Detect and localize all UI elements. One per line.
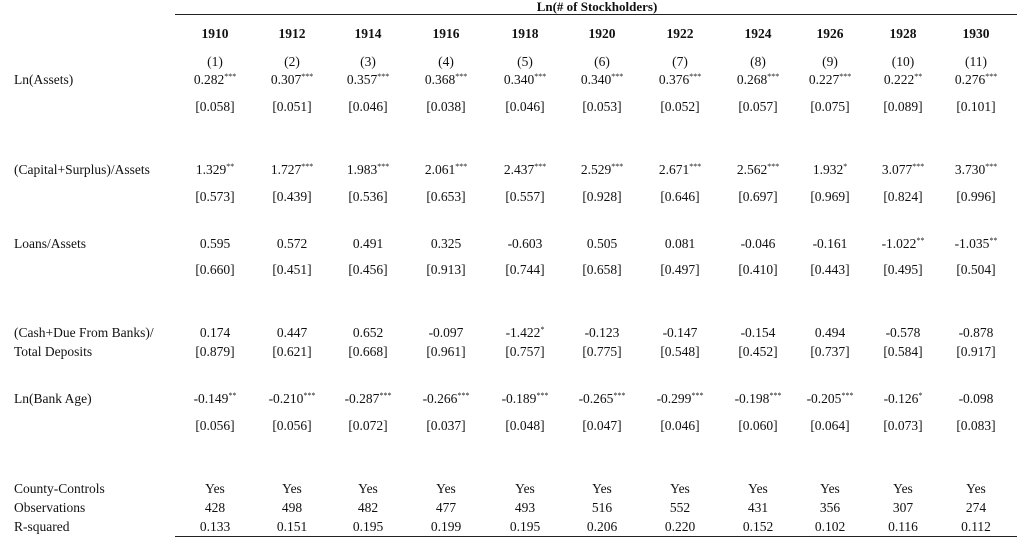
- column-year: 1922: [666, 26, 694, 41]
- footer-value: 477: [435, 500, 457, 515]
- column-year: 1928: [889, 26, 917, 41]
- coefficient-cell: 0.447: [276, 325, 308, 340]
- coefficient-cell: -0.126*: [883, 391, 923, 406]
- significance-stars: ***: [767, 72, 780, 81]
- standard-error-cell: [0.584]: [883, 344, 923, 359]
- significance-stars: ***: [301, 162, 314, 171]
- coefficient-cell: 0.572: [276, 236, 308, 251]
- coefficient-cell: 3.730***: [954, 162, 998, 177]
- coefficient-cell: -0.878: [958, 325, 994, 340]
- column-number: (10): [891, 54, 915, 69]
- footer-value: 356: [819, 500, 841, 515]
- column-year: 1916: [432, 26, 460, 41]
- standard-error-cell: [0.969]: [810, 189, 850, 204]
- footer-value: 307: [892, 500, 914, 515]
- standard-error-cell: [0.053]: [582, 99, 622, 114]
- coefficient-cell: 0.307***: [270, 72, 314, 87]
- standard-error-cell: [0.456]: [348, 262, 388, 277]
- coefficient-cell: 0.491: [352, 236, 384, 251]
- coefficient-cell: 0.325: [430, 236, 462, 251]
- standard-error-cell: [0.824]: [883, 189, 923, 204]
- standard-error-cell: [0.072]: [348, 418, 388, 433]
- standard-error-cell: [0.495]: [883, 262, 923, 277]
- column-number: (1): [207, 54, 223, 69]
- footer-value: 0.195: [509, 519, 541, 534]
- coefficient-cell: 2.671***: [658, 162, 702, 177]
- coefficient-cell: 0.276***: [954, 72, 998, 87]
- standard-error-cell: [0.046]: [660, 418, 700, 433]
- significance-stars: ***: [455, 72, 468, 81]
- coefficient-cell: -0.266***: [422, 391, 470, 406]
- coefficient-cell: 2.437***: [503, 162, 547, 177]
- top-rule: [175, 14, 1017, 15]
- standard-error-cell: [0.961]: [426, 344, 466, 359]
- footer-label: Observations: [14, 500, 86, 515]
- significance-stars: ***: [377, 72, 390, 81]
- coefficient-cell: -0.189***: [501, 391, 549, 406]
- standard-error-cell: [0.064]: [810, 418, 850, 433]
- footer-label: County-Controls: [14, 481, 105, 496]
- standard-error-cell: [0.744]: [505, 262, 545, 277]
- standard-error-cell: [0.056]: [195, 418, 235, 433]
- footer-value: Yes: [436, 481, 456, 496]
- coefficient-cell: -0.265***: [578, 391, 626, 406]
- standard-error-cell: [0.452]: [738, 344, 778, 359]
- row-label: Ln(Bank Age): [14, 391, 92, 406]
- standard-error-cell: [0.451]: [272, 262, 312, 277]
- coefficient-cell: 2.061***: [424, 162, 468, 177]
- significance-stars: **: [916, 236, 925, 245]
- footer-value: 516: [591, 500, 613, 515]
- coefficient-cell: -0.603: [507, 236, 543, 251]
- significance-stars: **: [989, 236, 998, 245]
- column-number: (9): [822, 54, 838, 69]
- footer-value: Yes: [748, 481, 768, 496]
- coefficient-cell: 0.505: [586, 236, 618, 251]
- significance-stars: ***: [689, 162, 702, 171]
- coefficient-cell: 1.932*: [812, 162, 848, 177]
- column-year: 1918: [511, 26, 539, 41]
- significance-stars: ***: [536, 391, 549, 400]
- footer-value: Yes: [592, 481, 612, 496]
- column-year: 1926: [816, 26, 844, 41]
- column-year: 1924: [744, 26, 772, 41]
- column-number: (11): [965, 54, 987, 69]
- standard-error-cell: [0.410]: [738, 262, 778, 277]
- coefficient-cell: 0.340***: [503, 72, 547, 87]
- significance-stars: ***: [224, 72, 237, 81]
- coefficient-cell: 0.081: [664, 236, 696, 251]
- footer-value: Yes: [893, 481, 913, 496]
- standard-error-cell: [0.757]: [505, 344, 545, 359]
- coefficient-cell: 0.174: [199, 325, 231, 340]
- significance-stars: ***: [534, 162, 547, 171]
- standard-error-cell: [0.083]: [956, 418, 996, 433]
- coefficient-cell: -0.161: [812, 236, 848, 251]
- significance-stars: **: [226, 162, 235, 171]
- standard-error-cell: [0.037]: [426, 418, 466, 433]
- standard-error-cell: [0.046]: [505, 99, 545, 114]
- standard-error-cell: [0.057]: [738, 99, 778, 114]
- standard-error-cell: [0.089]: [883, 99, 923, 114]
- footer-value: Yes: [358, 481, 378, 496]
- coefficient-cell: 0.282***: [193, 72, 237, 87]
- standard-error-cell: [0.073]: [883, 418, 923, 433]
- significance-stars: ***: [912, 162, 925, 171]
- significance-stars: ***: [455, 162, 468, 171]
- coefficient-cell: -1.035**: [954, 236, 998, 251]
- standard-error-cell: [0.737]: [810, 344, 850, 359]
- standard-error-cell: [0.056]: [272, 418, 312, 433]
- coefficient-cell: -0.198***: [734, 391, 782, 406]
- coefficient-cell: 1.727***: [270, 162, 314, 177]
- column-number: (7): [672, 54, 688, 69]
- standard-error-cell: [0.504]: [956, 262, 996, 277]
- standard-error-cell: [0.913]: [426, 262, 466, 277]
- standard-error-cell: [0.917]: [956, 344, 996, 359]
- footer-value: 431: [747, 500, 769, 515]
- standard-error-cell: [0.048]: [505, 418, 545, 433]
- significance-stars: ***: [691, 391, 704, 400]
- column-year: 1920: [588, 26, 616, 41]
- row-label: Total Deposits: [14, 344, 93, 359]
- coefficient-cell: 1.329**: [195, 162, 235, 177]
- footer-value: 0.152: [742, 519, 774, 534]
- footer-value: 552: [669, 500, 691, 515]
- footer-value: 0.102: [814, 519, 846, 534]
- footer-value: Yes: [966, 481, 986, 496]
- significance-stars: ***: [985, 162, 998, 171]
- row-label: Loans/Assets: [14, 236, 86, 251]
- coefficient-cell: -1.022**: [881, 236, 925, 251]
- row-label: Ln(Assets): [14, 72, 74, 87]
- coefficient-cell: -0.205***: [806, 391, 854, 406]
- coefficient-cell: -0.097: [428, 325, 464, 340]
- significance-stars: ***: [839, 72, 852, 81]
- standard-error-cell: [0.658]: [582, 262, 622, 277]
- standard-error-cell: [0.653]: [426, 189, 466, 204]
- significance-stars: ***: [613, 391, 626, 400]
- standard-error-cell: [0.621]: [272, 344, 312, 359]
- footer-value: 0.199: [430, 519, 462, 534]
- footer-value: Yes: [670, 481, 690, 496]
- significance-stars: *: [540, 325, 545, 334]
- coefficient-cell: -0.578: [885, 325, 921, 340]
- significance-stars: ***: [767, 162, 780, 171]
- coefficient-cell: 0.268***: [736, 72, 780, 87]
- column-year: 1912: [278, 26, 306, 41]
- footer-value: 498: [281, 500, 303, 515]
- standard-error-cell: [0.573]: [195, 189, 235, 204]
- footer-value: Yes: [820, 481, 840, 496]
- significance-stars: ***: [301, 72, 314, 81]
- coefficient-cell: 2.562***: [736, 162, 780, 177]
- standard-error-cell: [0.928]: [582, 189, 622, 204]
- standard-error-cell: [0.443]: [810, 262, 850, 277]
- coefficient-cell: -0.210***: [268, 391, 316, 406]
- coefficient-cell: 0.494: [814, 325, 846, 340]
- coefficient-cell: 0.595: [199, 236, 231, 251]
- row-label: (Cash+Due From Banks)/: [14, 325, 154, 340]
- coefficient-cell: 0.222**: [883, 72, 923, 87]
- standard-error-cell: [0.646]: [660, 189, 700, 204]
- coefficient-cell: 0.340***: [580, 72, 624, 87]
- footer-value: 482: [357, 500, 379, 515]
- standard-error-cell: [0.439]: [272, 189, 312, 204]
- coefficient-cell: -0.098: [958, 391, 994, 406]
- column-number: (6): [594, 54, 610, 69]
- significance-stars: ***: [689, 72, 702, 81]
- standard-error-cell: [0.536]: [348, 189, 388, 204]
- significance-stars: ***: [985, 72, 998, 81]
- standard-error-cell: [0.052]: [660, 99, 700, 114]
- footer-value: 0.151: [276, 519, 308, 534]
- footer-label: R-squared: [14, 519, 70, 534]
- footer-value: Yes: [515, 481, 535, 496]
- standard-error-cell: [0.557]: [505, 189, 545, 204]
- significance-stars: ***: [377, 162, 390, 171]
- coefficient-cell: -1.422*: [505, 325, 545, 340]
- row-label: (Capital+Surplus)/Assets: [14, 162, 150, 177]
- standard-error-cell: [0.047]: [582, 418, 622, 433]
- standard-error-cell: [0.548]: [660, 344, 700, 359]
- coefficient-cell: 1.983***: [346, 162, 390, 177]
- coefficient-cell: 2.529***: [580, 162, 624, 177]
- column-number: (4): [438, 54, 454, 69]
- significance-stars: ***: [841, 391, 854, 400]
- standard-error-cell: [0.996]: [956, 189, 996, 204]
- significance-stars: ***: [611, 162, 624, 171]
- footer-value: 428: [204, 500, 226, 515]
- standard-error-cell: [0.497]: [660, 262, 700, 277]
- coefficient-cell: -0.147: [662, 325, 698, 340]
- standard-error-cell: [0.660]: [195, 262, 235, 277]
- significance-stars: *: [918, 391, 923, 400]
- standard-error-cell: [0.668]: [348, 344, 388, 359]
- footer-value: 0.220: [664, 519, 696, 534]
- significance-stars: **: [228, 391, 237, 400]
- column-number: (2): [284, 54, 300, 69]
- standard-error-cell: [0.060]: [738, 418, 778, 433]
- significance-stars: **: [914, 72, 923, 81]
- footer-value: 274: [965, 500, 987, 515]
- column-year: 1910: [201, 26, 229, 41]
- significance-stars: *: [843, 162, 848, 171]
- standard-error-cell: [0.775]: [582, 344, 622, 359]
- footer-value: Yes: [282, 481, 302, 496]
- coefficient-cell: -0.123: [584, 325, 620, 340]
- standard-error-cell: [0.051]: [272, 99, 312, 114]
- column-number: (3): [360, 54, 376, 69]
- coefficient-cell: 0.376***: [658, 72, 702, 87]
- significance-stars: ***: [611, 72, 624, 81]
- coefficient-cell: -0.287***: [344, 391, 392, 406]
- column-year: 1914: [354, 26, 382, 41]
- coefficient-cell: 0.227***: [808, 72, 852, 87]
- column-year: 1930: [962, 26, 990, 41]
- header-rule: [175, 536, 1017, 537]
- footer-value: 0.195: [352, 519, 384, 534]
- standard-error-cell: [0.101]: [956, 99, 996, 114]
- footer-value: 0.206: [586, 519, 618, 534]
- significance-stars: ***: [534, 72, 547, 81]
- standard-error-cell: [0.038]: [426, 99, 466, 114]
- footer-value: 0.116: [888, 519, 918, 534]
- coefficient-cell: 0.652: [352, 325, 384, 340]
- standard-error-cell: [0.697]: [738, 189, 778, 204]
- standard-error-cell: [0.075]: [810, 99, 850, 114]
- standard-error-cell: [0.046]: [348, 99, 388, 114]
- footer-value: Yes: [205, 481, 225, 496]
- footer-value: 493: [514, 500, 536, 515]
- significance-stars: ***: [379, 391, 392, 400]
- footer-value: 0.133: [199, 519, 231, 534]
- standard-error-cell: [0.879]: [195, 344, 235, 359]
- coefficient-cell: -0.299***: [656, 391, 704, 406]
- coefficient-cell: -0.154: [740, 325, 776, 340]
- column-number: (8): [750, 54, 766, 69]
- dependent-variable-header: Ln(# of Stockholders): [536, 0, 658, 14]
- coefficient-cell: -0.046: [740, 236, 776, 251]
- column-number: (5): [517, 54, 533, 69]
- coefficient-cell: 0.357***: [346, 72, 390, 87]
- significance-stars: ***: [303, 391, 316, 400]
- coefficient-cell: -0.149**: [193, 391, 237, 406]
- significance-stars: ***: [769, 391, 782, 400]
- coefficient-cell: 0.368***: [424, 72, 468, 87]
- standard-error-cell: [0.058]: [195, 99, 235, 114]
- significance-stars: ***: [457, 391, 470, 400]
- footer-value: 0.112: [961, 519, 991, 534]
- coefficient-cell: 3.077***: [881, 162, 925, 177]
